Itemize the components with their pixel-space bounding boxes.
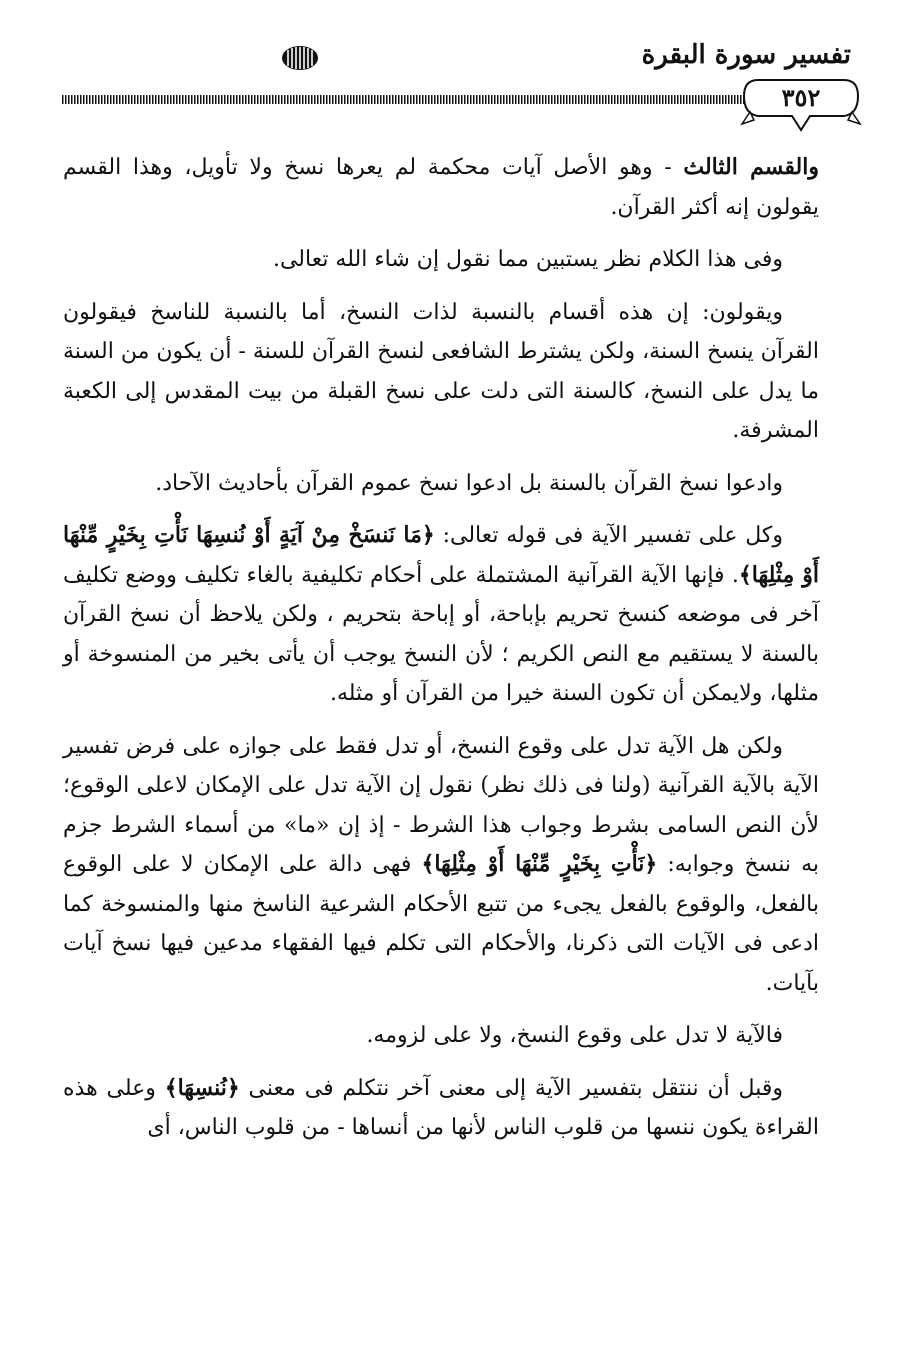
paragraph-text: وكل على تفسير الآية فى قوله تعالى: [434,523,783,548]
page-number: ٣٥٢ [781,83,821,112]
paragraph-text: ولكن هل الآية تدل على وقوع النسخ، أو تدل فقط على جوازه على فرض تفسير الآية بالآية القرآنية (ولنا فى ذلك نظر) نقول إن الآية تدل على الإمكان لاعلى الوقوع؛ لأن النص السامى بشرط وجواب هذا الشرط - إذ إن «ما» من أسماء الشرط جزم به ننسخ وجوابه: [63,733,819,877]
paragraph-text: وعلى هذه القراءة يكون ننسها من قلوب الناس لأنها من أنساها - من قلوب الناس، أى [63,1075,819,1140]
ornament-icon [280,44,320,72]
paragraph-text: . فإنها الآية القرآنية المشتملة على أحكام تكليفية بالغاء تكليف ووضع تكليف آخر فى موضعه كنسخ تحريم بإباحة، أو إباحة بتحريم ، ولكن يلاحظ أن نسخ القرآن بالسنة لا يستقيم مع النص الكريم ؛ لأن النسخ يوجب أن يأتى بخير من المنسوخة أو مثلها، ولايمكن أن تكون السنة خيرا من القرآن أو مثله. [63,562,819,706]
paragraph [63,516,819,714]
paragraph-text: ويقولون: إن هذه أقسام بالنسبة لذات النسخ، أما بالنسبة للناسخ فيقولون القرآن ينسخ السنة، ولكن يشترط الشافعى لنسخ القرآن للسنة - أن يكون من السنة ما يدل على النسخ، كالسنة التى دلت على نسخ القبلة من بيت المقدس إلى الكعبة المشرفة. [62,299,819,443]
paragraph-text: فهى دالة على الإمكان لا على الوقوع بالفعل، والوقوع بالفعل يجىء من تتبع الأحكام الشرعية الناسخ منها والمنسوخة كما ادعى فى الآيات التى ذكرنا، والأحكام التى تكلم فيها الفقهاء مدعين فيها نسخ آيات بآيات. [63,852,819,996]
paragraph [63,1016,819,1056]
paragraph [63,727,819,1004]
paragraph-text: - وهو الأصل آيات محكمة لم يعرها نسخ ولا تأويل، وهذا القسم يقولون إنه أكثر القرآن. [63,155,819,220]
paragraph-text: وادعوا نسخ القرآن بالسنة بل ادعوا نسخ عموم القرآن بأحاديث الآحاد. [155,470,783,496]
section-lead: والقسم الثالث [683,154,819,180]
paragraph-text: فالآية لا تدل على وقوع النسخ، ولا على لزومه. [366,1023,783,1048]
body-text [63,148,819,1161]
paragraph [63,240,819,280]
paragraph [63,464,819,504]
quran-quote: ﴿مَا نَنسَخْ مِنْ آيَةٍ أَوْ نُنسِهَا نَأْتِ بِخَيْرٍ مِّنْهَا أَوْ مِثْلِهَا﴾ [63,522,820,588]
paragraph-text: وقبل أن ننتقل بتفسير الآية إلى معنى آخر نتكلم فى معنى [239,1075,783,1101]
paragraph [63,1069,819,1148]
quran-quote: ﴿نُنسِهَا﴾ [164,1074,240,1101]
quran-quote: ﴿نَأْتِ بِخَيْرٍ مِّنْهَا أَوْ مِثْلِهَا﴾ [421,851,658,877]
paragraph [63,148,819,227]
header-title: تفسير سورة البقرة [641,40,851,70]
header-rule [62,95,744,104]
paragraph-text: وفى هذا الكلام نظر يستبين مما نقول إن شاء الله تعالى. [272,247,783,272]
paragraph [63,293,819,451]
